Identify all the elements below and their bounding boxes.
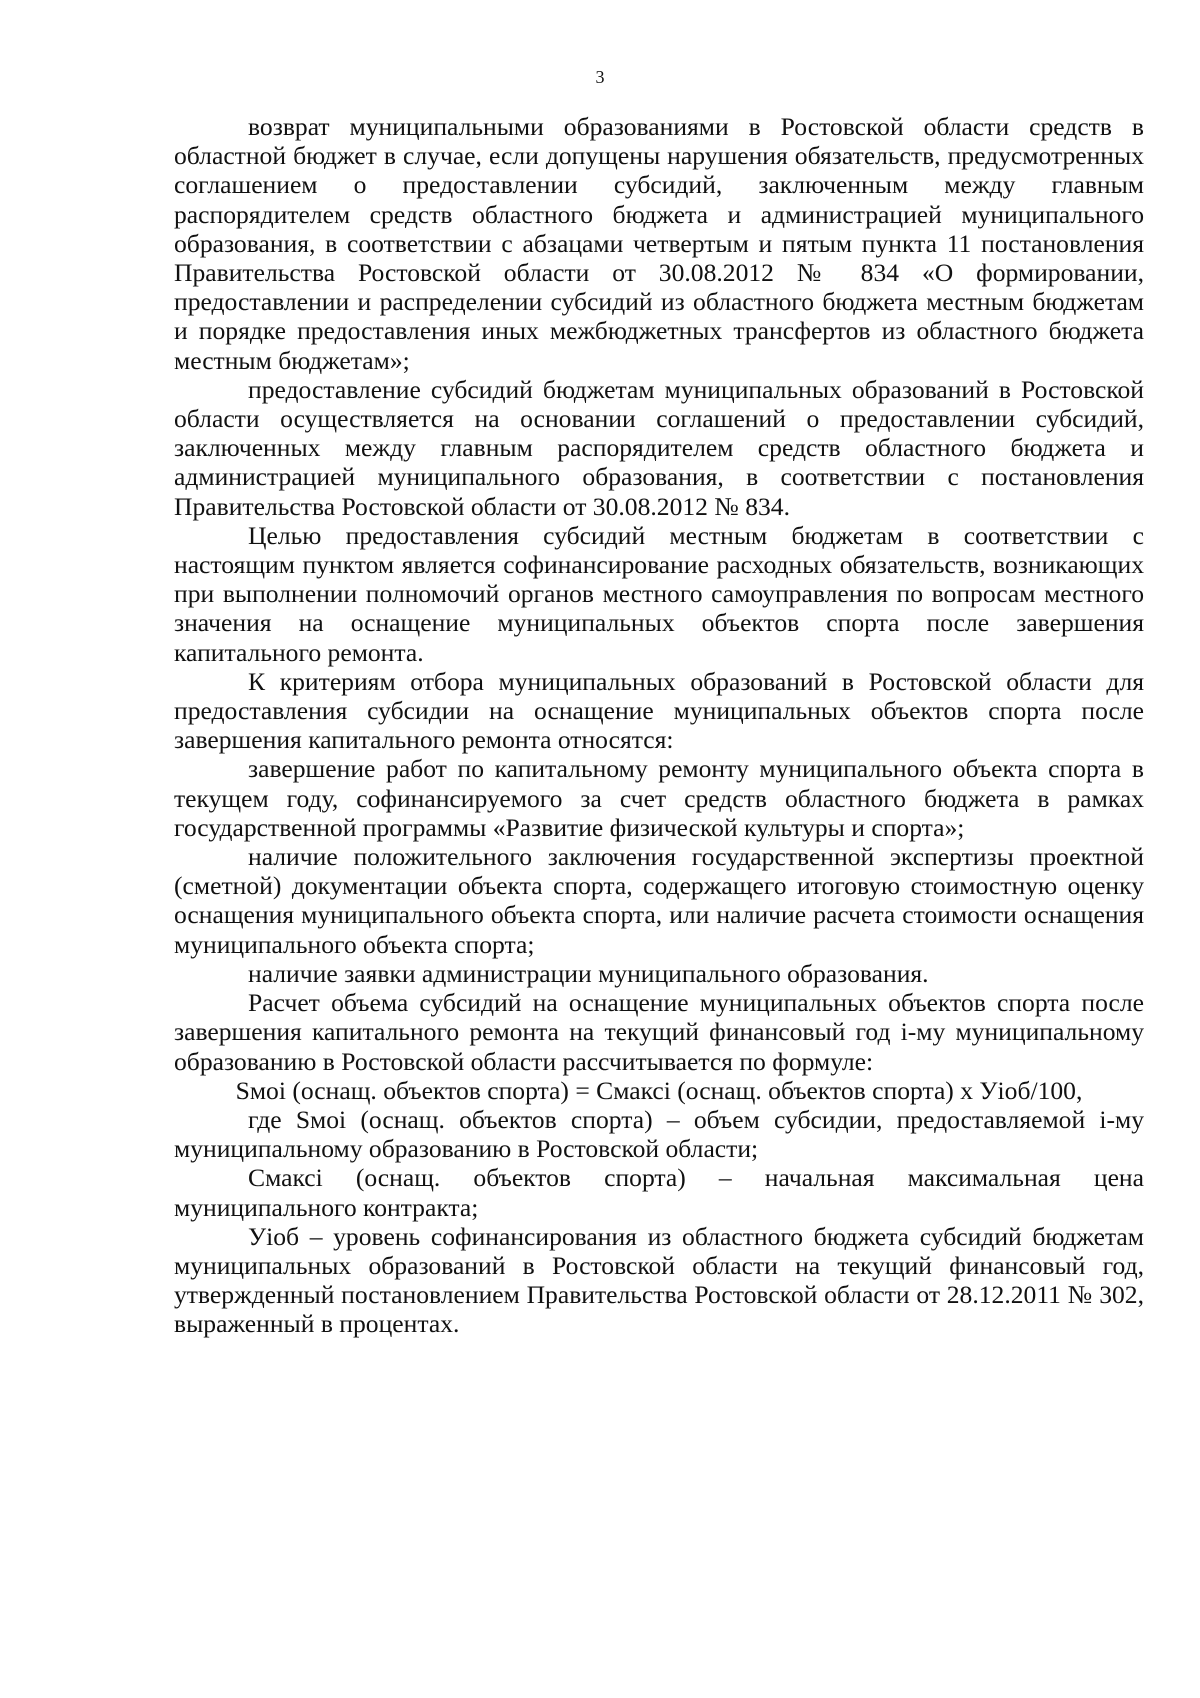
subsidy-formula: Sмоі (оснащ. объектов спорта) = Смаксі (оснащ. объектов спорта) х Уіоб/100, [235, 1075, 1083, 1105]
paragraph-definition-smo: где Sмоі (оснащ. объектов спорта) – объем субсидии, предоставляемой і-му муниципальному образованию в Ростовской области; [174, 1104, 1144, 1164]
paragraph-return-of-funds: возврат муниципальными образованиями в Ростовской области средств в областной бюджет в случае, если допущены нарушения обязательств, предусмотренных соглашением о предоставлении субсидий, заключенным между главным распорядителем средств областного бюджета и администрацией муниципального образования, в соответствии с абзацами четвертым и пятым пункта 11 постановления Правительства Ростовской области от 30.08.2012 № 834 «О формировании, предоставлении и распределении субсидий из областного бюджета местным бюджетам и порядке предоставления иных межбюджетных трансфертов из областного бюджета местным бюджетам»; [174, 112, 1144, 375]
paragraph-selection-criteria: К критериям отбора муниципальных образований в Ростовской области для предоставления субсидии на оснащение муниципальных объектов спорта после завершения капитального ремонта относятся: [174, 666, 1144, 755]
paragraph-subsidy-agreements: предоставление субсидий бюджетам муниципальных образований в Ростовской области осуществляется на основании соглашений о предоставлении субсидий, заключенных между главным распорядителем средств областного бюджета и администрацией муниципального образования, в соответствии с постановления Правительства Ростовской области от 30.08.2012 № 834. [174, 374, 1144, 521]
paragraph-criterion-repair-completed: завершение работ по капитальному ремонту муниципального объекта спорта в текущем году, софинансируемого за счет средств областного бюджета в рамках государственной программы «Развитие физической культуры и спорта»; [174, 754, 1144, 842]
paragraph-definition-uob: Уіоб – уровень софинансирования из областного бюджета субсидий бюджетам муниципальных образований в Ростовской области на текущий финансовый год, утвержденный постановлением Правительства Ростовской области от 28.12.2011 № 302, выраженный в процентах. [174, 1221, 1144, 1339]
paragraph-purpose: Целью предоставления субсидий местным бюджетам в соответствии с настоящим пунктом является софинансирование расходных обязательств, возникающих при выполнении полномочий органов местного самоуправления по вопросам местного значения на оснащение муниципальных объектов спорта после завершения капитального ремонта. [174, 520, 1144, 667]
paragraph-definition-smax: Смаксі (оснащ. объектов спорта) – начальная максимальная цена муниципального контракта; [174, 1163, 1144, 1222]
paragraph-calculation-intro: Расчет объема субсидий на оснащение муниципальных объектов спорта после завершения капитального ремонта на текущий финансовый год і-му муниципальному образованию в Ростовской области рассчитывается по формуле: [174, 988, 1144, 1076]
paragraph-criterion-application: наличие заявки администрации муниципального образования. [248, 958, 929, 988]
paragraph-criterion-expertise: наличие положительного заключения государственной экспертизы проектной (сметной) документации объекта спорта, содержащего итоговую стоимостную оценку оснащения муниципального объекта спорта, или наличие расчета стоимости оснащения муниципального объекта спорта; [174, 842, 1144, 959]
document-body [174, 112, 1144, 1339]
page-number: 3 [595, 67, 605, 87]
